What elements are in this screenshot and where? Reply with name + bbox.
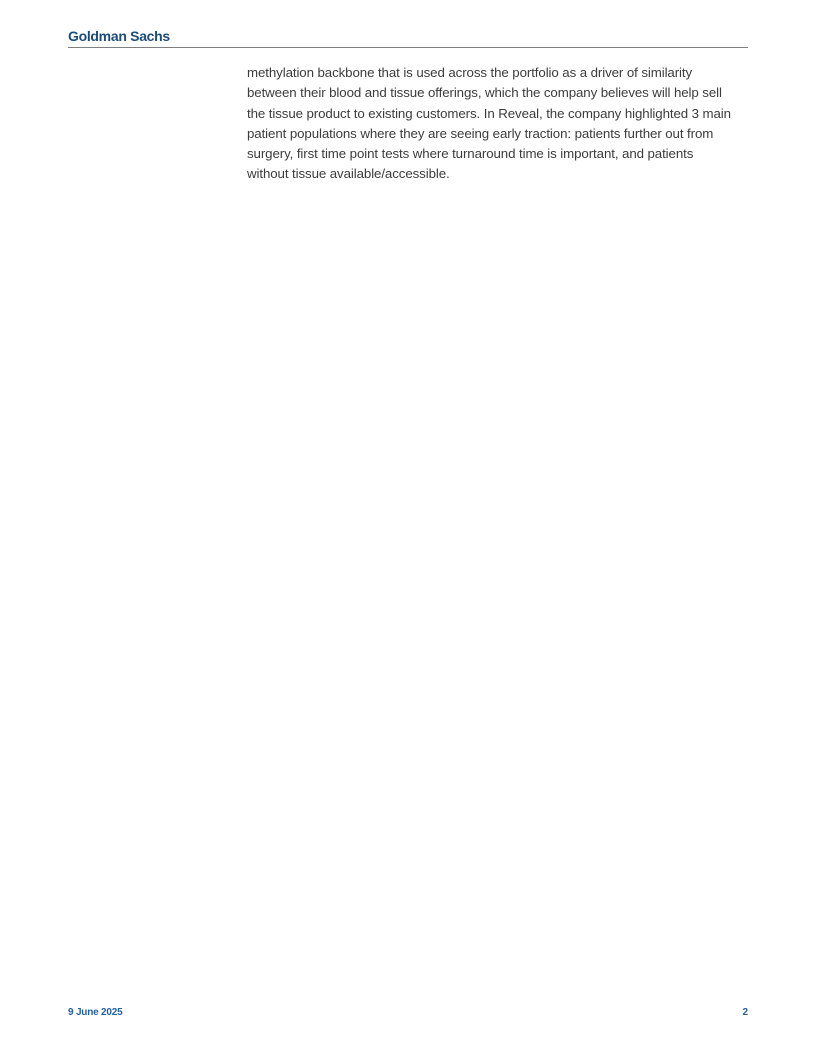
footer-date: 9 June 2025 [68,1007,123,1018]
paragraph-line: between their blood and tissue offerings, which the company believes will help sell [247,85,722,101]
footer-page-number: 2 [742,1007,748,1018]
paragraph-line: patient populations where they are seeing early traction: patients further out from [247,125,714,141]
paragraph-line: surgery, first time point tests where turnaround time is important, and patients [247,146,694,162]
report-paragraph [247,63,752,185]
header-divider [68,47,748,48]
paragraph-line: without tissue available/accessible. [247,166,450,182]
paragraph-line: methylation backbone that is used across the portfolio as a driver of similarity [247,65,693,80]
goldman-sachs-logo: Goldman Sachs [68,28,170,44]
paragraph-line: the tissue product to existing customers. In Reveal, the company highlighted 3 main [247,105,731,121]
